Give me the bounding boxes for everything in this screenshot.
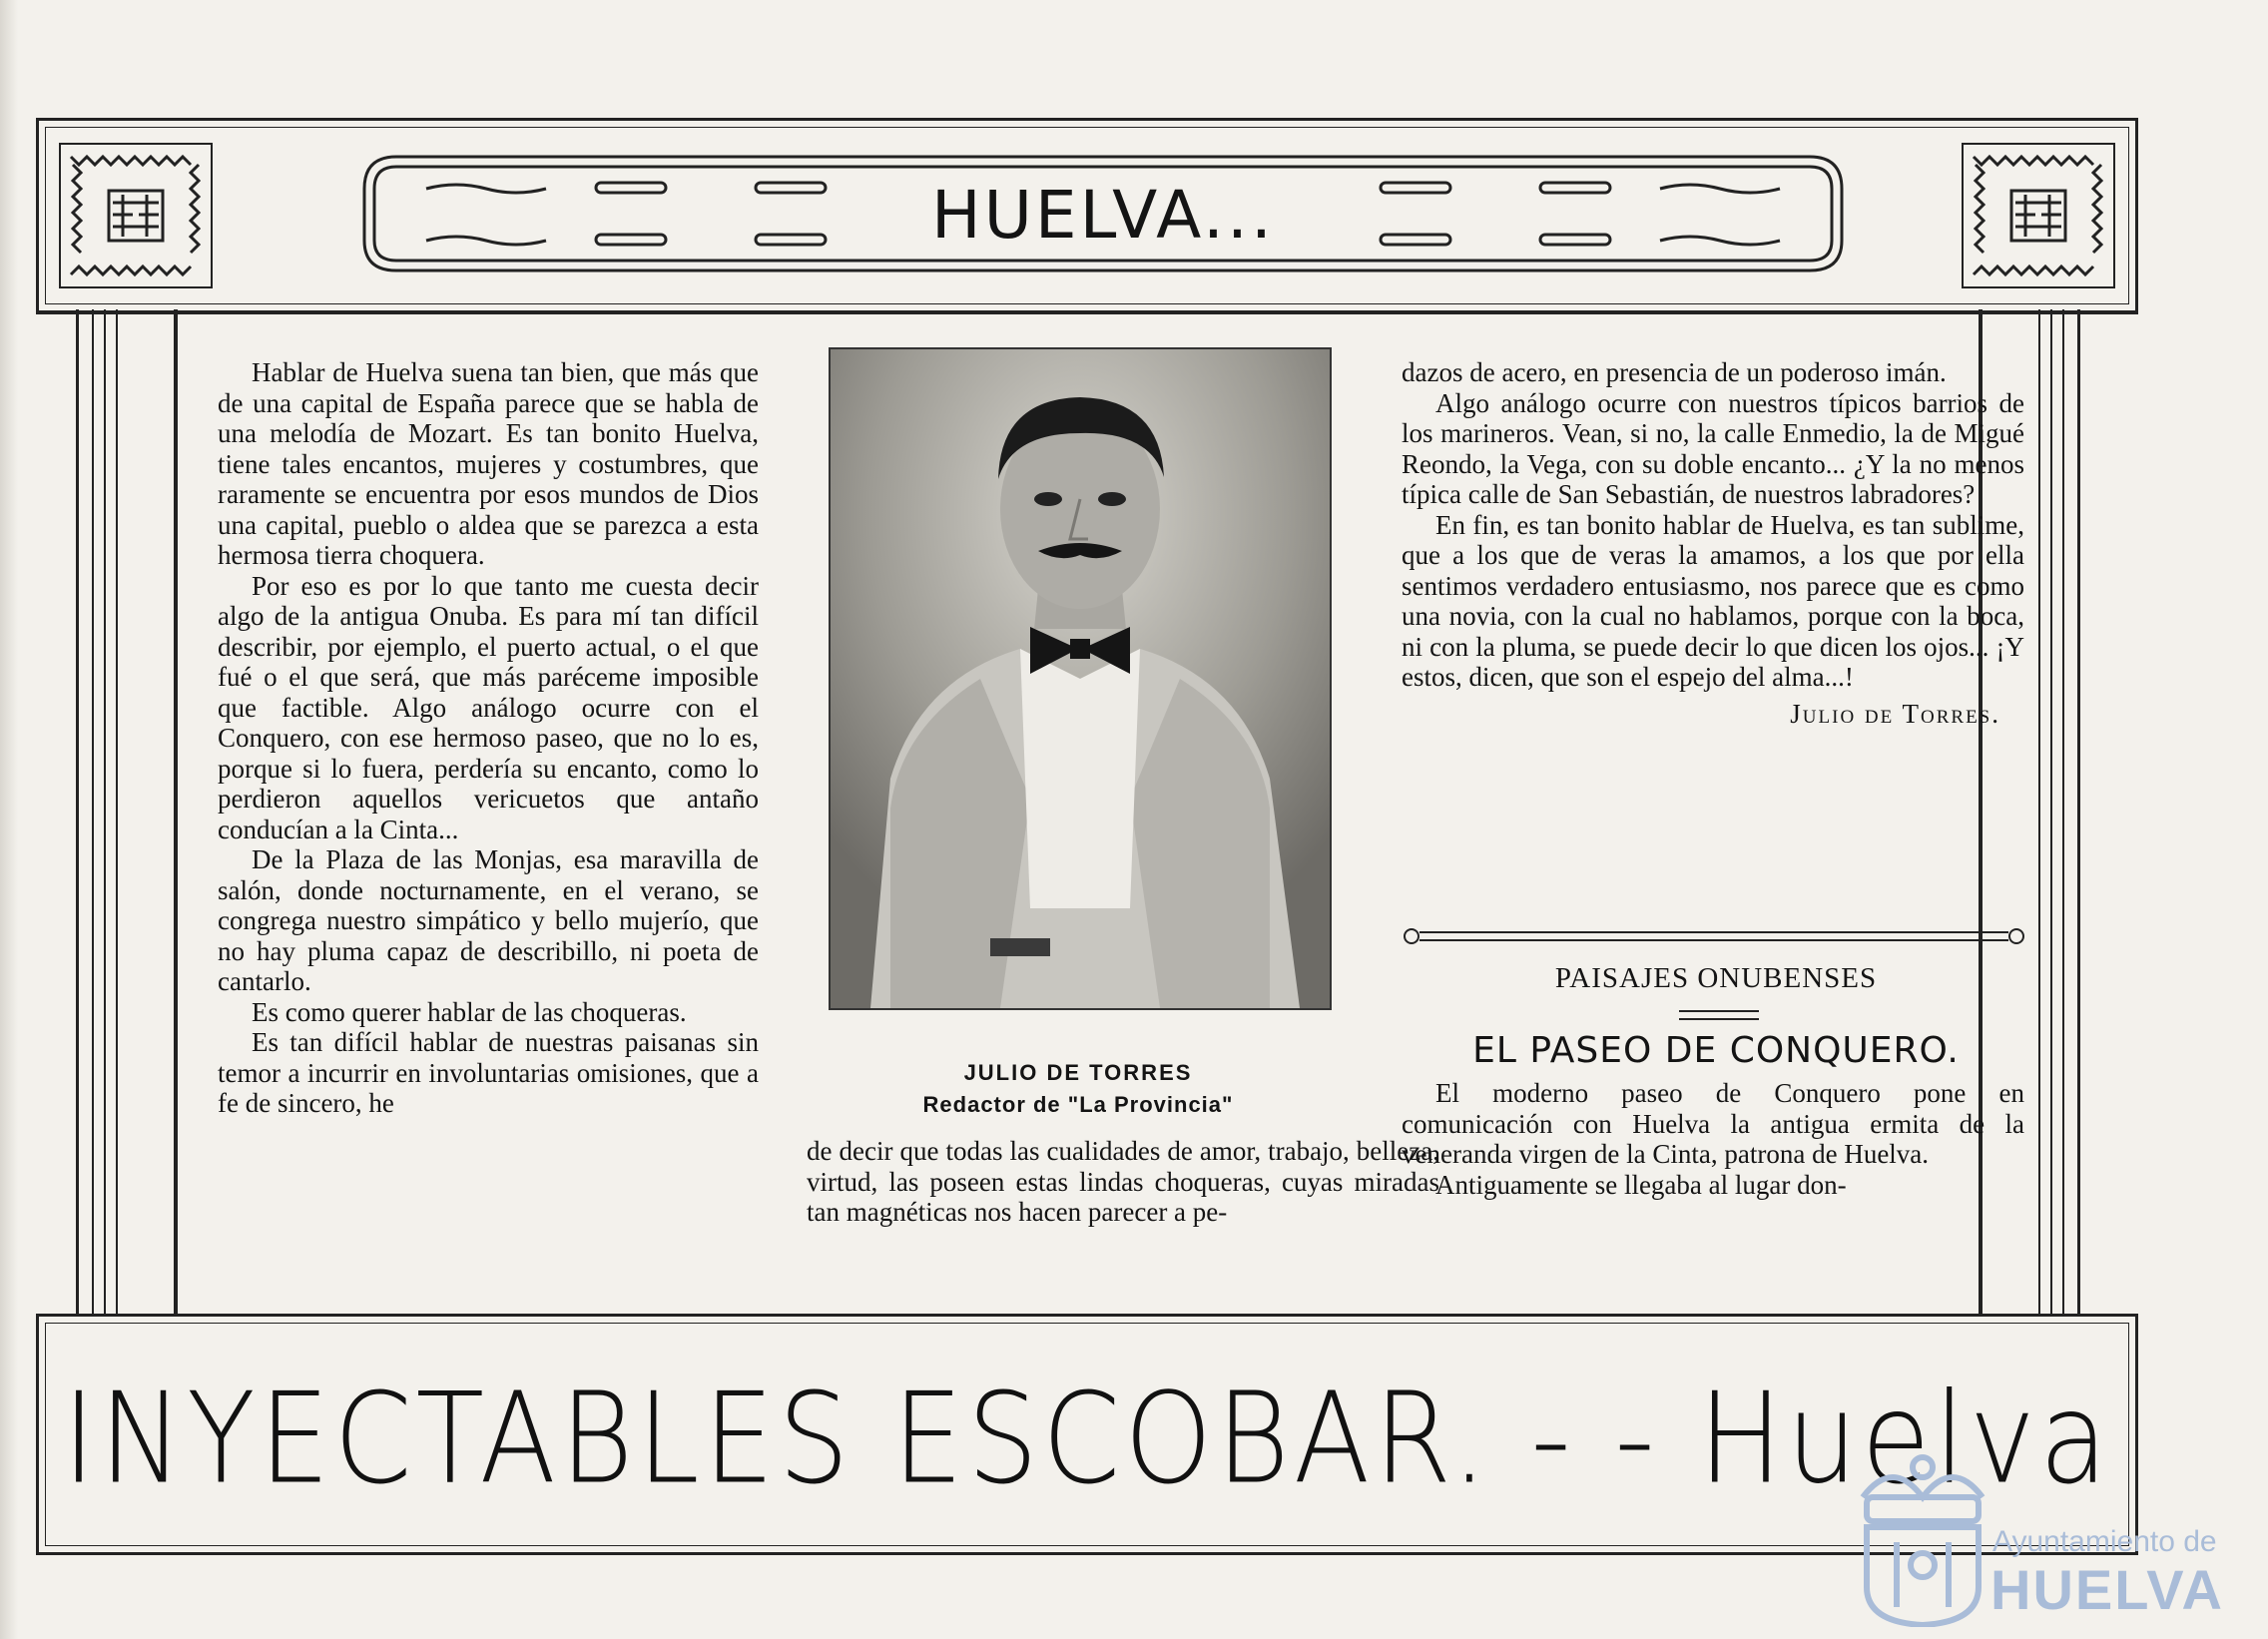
left-border-rules — [70, 309, 180, 1316]
paragraph: dazos de acero, en presencia de un poderoso imán. — [1402, 357, 1947, 387]
paragraph: Antiguamente se llegaba al lugar don- — [1435, 1169, 1847, 1200]
ornament-pattern-icon — [1964, 145, 2113, 286]
right-corner-ornament — [1962, 143, 2115, 288]
section-title: EL PASEO DE CONQUERO. — [1472, 1030, 1960, 1071]
section-heading: PAISAJES ONUBENSES — [1554, 962, 1878, 994]
paragraph: Hablar de Huelva suena tan bien, que más que de una capital de España parece que se habla de una melodía de Mozart. Es tan bonito Huelva, tiene tales encantos, mujeres y costumbres, que raramente se encuentra por esos mundos de Dios una capital, pueblo o aldea que se parezca a esta hermosa tierra choquera. — [218, 357, 759, 570]
watermark-line2: HUELVA — [1990, 1558, 2224, 1621]
paragraph: de decir que todas las cualidades de amor, trabajo, belleza, virtud, las poseen estas lindas choqueras, cuyas miradas tan magnéticas nos hacen parecer a pe- — [807, 1136, 1439, 1227]
page-title: HUELVA... — [930, 177, 1275, 254]
advertisement-band — [36, 1314, 2138, 1555]
paragraph: Por eso es por lo que tanto me cuesta decir algo de la antigua Onuba. Es para mí tan difícil describir, por ejemplo, el puerto actual, o el que fué o el que será, que más paréceme imposible que factible. Algo análogo ocurre con el Conquero, con ese hermoso paseo, que no lo es, porque si lo fuera, perdería su encanto, como lo perdieron aquellos vericuetos que antaño conducían a la Cinta... — [218, 570, 759, 844]
author-signature: Julio de Torres. — [1790, 698, 2000, 729]
advertisement-text: INYECTABLES ESCOBAR. - - Huelva — [62, 1366, 2112, 1512]
photo-caption-name: JULIO DE TORRES — [963, 1060, 1193, 1085]
watermark-line1: Ayuntamiento de — [1992, 1525, 2217, 1558]
left-article-column — [218, 357, 759, 1119]
paragraph: El moderno paseo de Conquero pone en comunicación con Huelva la antigua ermita de la veneranda virgen de la Cinta, patrona de Huelva. — [1402, 1078, 2024, 1169]
portrait-photo — [829, 347, 1332, 1010]
ornament-pattern-icon — [61, 145, 211, 286]
title-frame — [356, 149, 1850, 278]
article-frame — [70, 309, 2086, 1316]
paragraph: En fin, es tan bonito hablar de Huelva, es tan sublime, que a los que de veras la amamos, a los que por ella sentimos verdadero entusiasmo, nos parece que es como una novia, con la cual no hablamos, porque con la boca, ni con la pluma, se puede decir lo que dicen los ojos... ¡Y estos, dicen, que son el espejo del alma...! — [1402, 509, 2024, 692]
photo-caption-role: Redactor de "La Provincia" — [922, 1092, 1234, 1117]
paragraph: Algo análogo ocurre con nuestros típicos barrios de los marineros. Vean, si no, la calle Enmedio, la de Migué Reondo, la Vega, con su doble encanto... ¿Y la no menos típica calle de San Sebastián, de nuestros labradores? — [1402, 387, 2024, 509]
middle-column-text — [807, 1136, 1439, 1228]
paragraph: Es como querer hablar de las choqueras. — [252, 996, 687, 1027]
scan-edge — [0, 0, 18, 1639]
paragraph: De la Plaza de las Monjas, esa maravilla de salón, donde nocturnamente, en el verano, se congrega nuestro simpático y bello mujerío, que no hay pluma capaz de describillo, ni poeta de cantarlo. — [218, 844, 759, 996]
section-divider — [1400, 926, 2028, 946]
man-portrait-icon — [831, 349, 1330, 1008]
right-article-column — [1402, 357, 2024, 729]
heading-underline — [1679, 1010, 1759, 1020]
paragraph: Es tan difícil hablar de nuestras paisanas sin temor a incurrir en involuntarias omisiones, que a fe de sincero, he — [218, 1027, 759, 1118]
header-band — [36, 118, 2138, 314]
section-text — [1402, 1078, 2024, 1200]
left-corner-ornament — [59, 143, 213, 288]
